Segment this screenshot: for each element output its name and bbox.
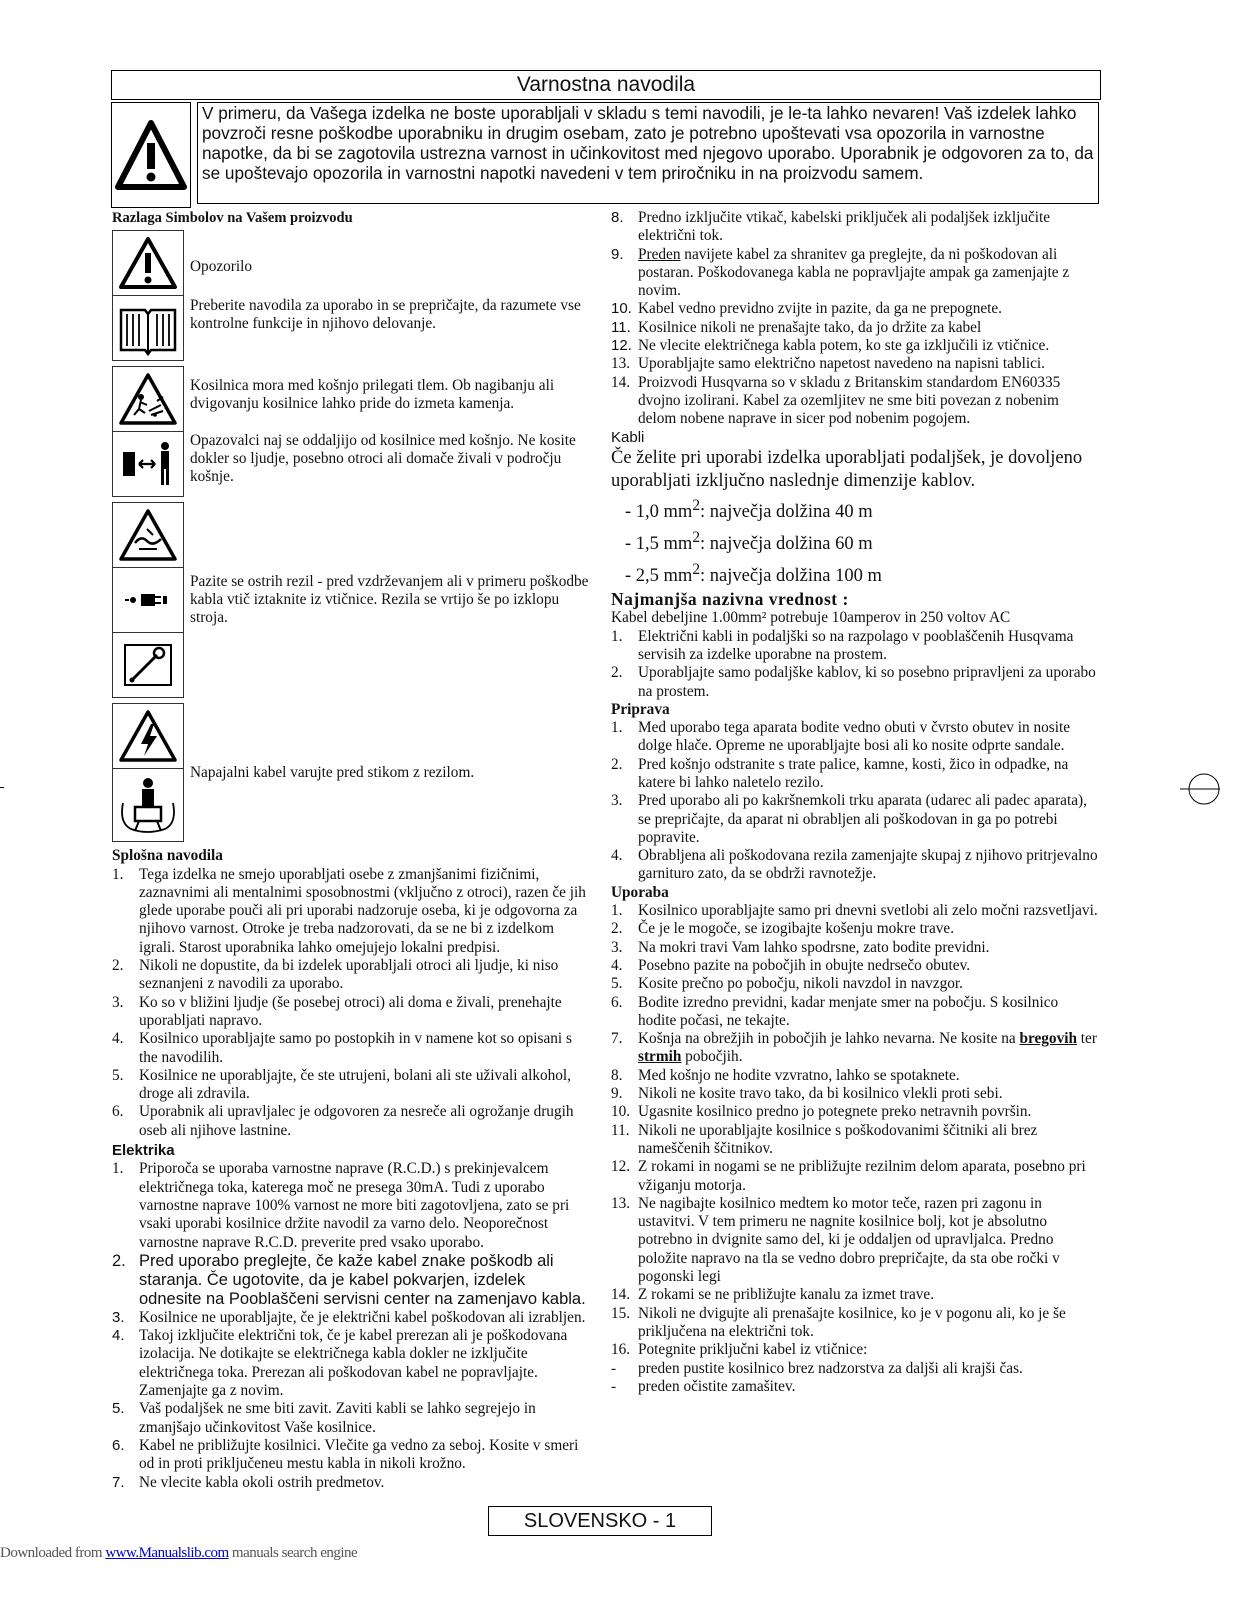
warning-symbol — [112, 230, 184, 296]
min-rating-text: Kabel debeljine 1.00mm² potrebuje 10amperov in 250 voltov AC — [611, 609, 1011, 627]
electric-list — [112, 1160, 592, 1491]
open-book-icon — [117, 300, 179, 356]
list-item: - preden pustite kosilnico brez nadzorstva za daljši ali krajši čas. — [611, 1359, 1023, 1377]
underlined-word: Preden — [638, 245, 681, 263]
list-item: 2. Uporabljajte samo podaljške kablov, ki so posebno pripravljeni za uporabo na prostem. — [611, 664, 1096, 700]
list-item: 4. Obrabljena ali poškodovana rezila zamenjajte skupaj z njihovo pritrjevalno garnituro zato, da se obdrži ravnotežje. — [611, 847, 1098, 883]
lightning-icon — [117, 708, 179, 764]
registration-mark-icon — [1180, 772, 1220, 806]
list-item: 10. Kabel vedno previdno zvijte in pazite, da ga ne prepognete. — [611, 300, 1003, 318]
list-item: - 1,5 $mm^2$: največja dolžina 60 m — [625, 529, 873, 555]
manual-symbol-label: Preberite navodila za uporabo in se prepričajte, da razumete vse kontrolne funkcije in njihovo delovanje. — [190, 296, 581, 332]
preparation-list — [611, 719, 1099, 884]
maintenance-symbol — [112, 633, 184, 698]
unplug-symbol — [112, 568, 184, 633]
list-item: 16. Potegnite priključni kabel iz vtičnice: — [611, 1341, 868, 1359]
right-column — [611, 209, 1099, 1396]
list-item: 2. Pred košnjo odstranite s trate palice, kamne, kosti, žico in odpadke, na katere bi lahko naletelo rezilo. — [611, 755, 1069, 791]
usage-list — [611, 902, 1099, 1396]
list-item: 4. Kosilnico uporabljajte samo po postopkih in v namene kot so opisani s the navodilih. — [112, 1030, 572, 1066]
list-item: 4. Takoj izključite električni tok, če je kabel prerezan ali je poškodovana izolacija. Ne dotikajte se električnega kabla dokler ne izključite električnega toka. Prerezan ali poškodovan kabel ne popravljajte. Zamenjajte ga z novim. — [112, 1327, 568, 1400]
list-item: 8. Predno izključite vtikač, kabelski priključek ali podaljšek izključite električni tok. — [611, 209, 1051, 245]
symbol-group-warning — [112, 230, 592, 361]
warning-triangle-icon — [112, 103, 190, 207]
symbols-heading: Razlaga Simbolov na Vašem proizvodu — [112, 210, 353, 226]
list-item: 1. Kosilnico uporabljajte samo pri dnevni svetlobi ali zelo močni razsvetljavi. — [611, 902, 1098, 920]
min-rating-heading: Najmanjša nazivna vrednost : — [611, 589, 849, 610]
list-item: 12. Ne vlecite električnega kabla potem, ko ste ga izključili iz vtičnice. — [611, 337, 1050, 355]
list-item: - 1,0 $mm^2$: največja dolžina 40 m — [625, 496, 873, 523]
symbol-group-cable — [112, 703, 592, 842]
list-item: 11. Nikoli ne uporabljajte kosilnice s poškodovanimi ščitniki ali brez nameščenih ščitnikov. — [611, 1121, 1038, 1157]
bystanders-symbol-label: Opazovalci naj se oddaljijo od kosilnice med košnjo. Ne kosite dokler so ljudje, posebno otroci ali domače živali v področju košnje. — [190, 431, 576, 486]
cable-symbol-label: Napajalni kabel varujte pred stikom z rezilom. — [190, 763, 475, 781]
warning-symbol-label: Opozorilo — [190, 258, 253, 276]
cables-intro: Če želite pri uporabi izdelka uporabljati podaljšek, je dovoljeno uporabljati izključno naslednje dimenzije kablov. — [611, 447, 1083, 491]
general-heading: Splošna navodila — [112, 847, 223, 865]
list-item: 2. Nikoli ne dopustite, da bi izdelek uporabljali otroci ali ljudje, ki niso seznanjeni z navodili za uporabo. — [112, 957, 559, 993]
list-item: 13. Ne nagibajte kosilnico medtem ko motor teče, razen pri zagonu in ustavitvi. V tem primeru ne nagnite kosilnice bolj, kot je absolutno potrebno in dvignite samo del, ki je oddaljen od upravljalca. Predno položite napravo na tla se vedno dobro prepričajte, da sta obe ročki v pogonski legi — [611, 1194, 1060, 1286]
list-item: 6. Uporabnik ali upravljalec je odgovoren za nesreče ali ogrožanje drugih oseb ali njihove lastnine. — [112, 1103, 574, 1139]
list-item: 2. Pred uporabo preglejte, če kaže kabel znake poškodb ali staranja. Če ugotovite, da je kabel pokvarjen, izdelek odnesite na Pooblaščeni servisni center na zamenjavo kabla. — [112, 1251, 586, 1308]
list-item: 3. Pred uporabo ali po kakršnemkoli trku aparata (udarec ali padec aparata), se prepričajte, da aparat ni obrabljen ali poškodovan in ga po potrebi popravite. — [611, 792, 1087, 846]
wrench-manual-icon — [117, 637, 179, 693]
list-item: 14. Proizvodi Husqvarna so v skladu z Britanskim standardom EN60335 dvojno izolirani. Kabel za ozemljitev ne sme biti povezan z nobenim delom nobene naprave in sicer pod nobenim pogojem. — [611, 373, 1061, 428]
list-item: 7. Košnja na obrežjih in pobočjih je lahko nevarna. Ne kosite na bregovih ter strmih pobočjih. — [611, 1030, 1097, 1066]
page-title: Varnostna navodila — [111, 70, 1101, 100]
list-item: 14. Z rokami se ne približujte kanalu za izmet trave. — [611, 1286, 935, 1304]
cables-list — [611, 628, 1099, 701]
crop-mark — [0, 787, 4, 788]
list-item: 1. Električni kabli in podaljški so na razpolago v pooblaščenih Husqvama servisih za izdelke uporabne na prostem. — [611, 627, 1074, 663]
mower-cable-icon — [117, 773, 179, 837]
electric-list-continued — [611, 209, 1099, 429]
left-column — [112, 209, 592, 1492]
list-item: 1. Priporoča se uporaba varnostne naprave (R.C.D.) s prekinjevalcem električnega toka, katerega moč ne presega 30mA. Tudi z uporabo varnostne naprave 100% varnost ne more biti zagotovljena, zato se pri vsaki uporabi kosilnice držite navodil za varno delo. Neoporečnost varnostne naprave R.C.D. preverite pred vsako uporabo. — [112, 1160, 570, 1251]
list-item: - preden očistite zamašitev. — [611, 1377, 796, 1395]
list-item: 9. Nikoli ne kosite travo tako, da bi kosilnico vlekli proti sebi. — [611, 1085, 1003, 1103]
list-item: 15. Nikoli ne dvigujte ali prenašajte kosilnice, ko je v pogonu ali, ko je še priključena na električni tok. — [611, 1304, 1066, 1340]
page-footer-label: SLOVENSKO - 1 — [488, 1506, 712, 1536]
blade-warning-symbol — [112, 502, 184, 568]
preparation-heading: Priprava — [611, 700, 670, 718]
cutting-blade-icon — [117, 507, 179, 563]
list-item: 5. Vaš podaljšek ne sme biti zavit. Zaviti kabli se lahko segrejejo in zmanjšajo učinkovitost Vaše kosilnice. — [112, 1400, 536, 1436]
list-item: 10. Ugasnite kosilnico predno jo potegnete preko netravnih površin. — [611, 1103, 1032, 1121]
list-item: 5. Kosilnice ne uporabljajte, če ste utrujeni, bolani ali ste uživali alkohol, droge ali zdravila. — [112, 1066, 572, 1103]
electric-heading: Elektrika — [112, 1142, 175, 1160]
symbol-group-blades — [112, 502, 592, 698]
list-item: 1. Med uporabo tega aparata bodite vedno obuti v čvrsto obutev in nosite dolge hlače. Opreme ne uporabljajte bosi ali ko nosite odprte sandale. — [611, 719, 1071, 755]
plug-icon — [117, 572, 179, 628]
cables-heading: Kabli — [611, 428, 645, 446]
list-item: 13. Uporabljajte samo električno napetost navedeno na napisni tablici. — [611, 355, 1045, 373]
electric-hazard-symbol — [112, 703, 184, 769]
warning-triangle-icon — [117, 235, 179, 291]
list-item: 8. Med košnjo ne hodite vzvratno, lahko se spotaknete. — [611, 1066, 960, 1084]
general-list — [112, 866, 592, 1140]
cable-dimensions-list — [619, 493, 1099, 589]
list-item: 3. Na mokri travi Vam lahko spodrsne, zato bodite previdni. — [611, 938, 990, 956]
distance-person-icon — [117, 436, 179, 492]
list-item: 5. Kosite prečno po pobočju, nikoli navzdol in navzgor. — [611, 975, 963, 993]
cable-mower-symbol — [112, 769, 184, 842]
list-item: 6. Kabel ne približujte kosilnici. Vlečite ga vedno za seboj. Kosite v smeri od in proti priključeneu mestu kabla in nikoli krožno. — [112, 1436, 579, 1473]
list-item: 11. Kosilnice nikoli ne prenašajte tako, da jo držite za kabel — [611, 318, 982, 336]
list-item: 3. Kosilnice ne uporabljajte, če je električni kabel poškodovan ali izrabljen. — [112, 1308, 586, 1326]
thrown-objects-symbol — [112, 366, 184, 432]
keep-distance-symbol — [112, 432, 184, 497]
list-item: 9. Preden navijete kabel za shranitev ga preglejte, da ni poškodovan ali postaran. Poškodovanega kabla ne popravljajte ampak ga zamenjajte z novim. — [611, 245, 1070, 300]
list-item: 3. Ko so v bližini ljudje (še posebej otroci) ali doma e živali, prenehajte uporabljati napravo. — [112, 993, 562, 1029]
manualslib-link[interactable]: www.Manualslib.com — [105, 1545, 229, 1561]
download-credit: Downloaded from www.Manualslib.com manuals search engine — [0, 1545, 358, 1561]
list-item: 6. Bodite izredno previdni, kadar menjate smer na pobočju. S kosilnico hodite počasi, ne tekajte. — [611, 993, 1059, 1029]
list-item: 7. Ne vlecite kabla okoli ostrih predmetov. — [112, 1473, 385, 1491]
list-item: 12. Z rokami in nogami se ne približujte rezilnim delom aparata, posebno pri vžiganju motorja. — [611, 1158, 1086, 1194]
list-item: 2. Če je le mogoče, se izogibajte košenju mokre trave. — [611, 920, 955, 938]
thrown-objects-icon — [117, 371, 179, 427]
list-item: 4. Posebno pazite na pobočjih in obujte nedrsečo obutev. — [611, 956, 971, 974]
blades-symbol-label: Pazite se ostrih rezil - pred vzdrževanjem ali v primeru poškodbe kabla vtič iztaknite iz vtičnice. Rezila se vrtijo še po izklopu stroja. — [190, 572, 589, 627]
list-item: 1. Tega izdelka ne smejo uporabljati osebe z zmanjšanimi fizičnimi, zaznavnimi ali mentalnimi sposobnostmi (vključno z otroci), razen če jih glede uporabe pouči ali pri uporabi nadzoruje oseba, ki je odgovorna za njihovo varnost. Otroke je treba nadzorovati, da se ne bi z izdelkom igrali. Starost uporabnika lahko omejujejo lokalni predpisi. — [112, 865, 586, 956]
ground-symbol-label: Kosilnica mora med košnjo prilegati tlem. Ob nagibanju ali dvigovanju kosilnice lahko pride do izmeta kamenja. — [190, 377, 555, 413]
manual-symbol — [112, 296, 184, 361]
usage-heading: Uporaba — [611, 883, 669, 901]
safety-warning-text: V primeru, da Vašega izdelka ne boste uporabljali v skladu s temi navodili, je le-ta lahko nevaren! Vaš izdelek lahko povzroči resne poškodbe uporabniku in drugim osebam, zato je potrebno upoštevati vsa opozorila in varnostne napotke, da bi se zagotovila ustrezna varnost in učinkovitost med njegovo uporabo. Uporabnik je odgovoren za to, da se upoštevajo opozorila in varnostni napotki navedeni v tem priročniku in na proizvodu samem. — [197, 102, 1099, 204]
symbol-group-ground — [112, 366, 592, 497]
list-item: - 2,5 $mm^2$: največja dolžina 100 m — [625, 561, 882, 587]
warning-symbol-box — [111, 102, 191, 208]
